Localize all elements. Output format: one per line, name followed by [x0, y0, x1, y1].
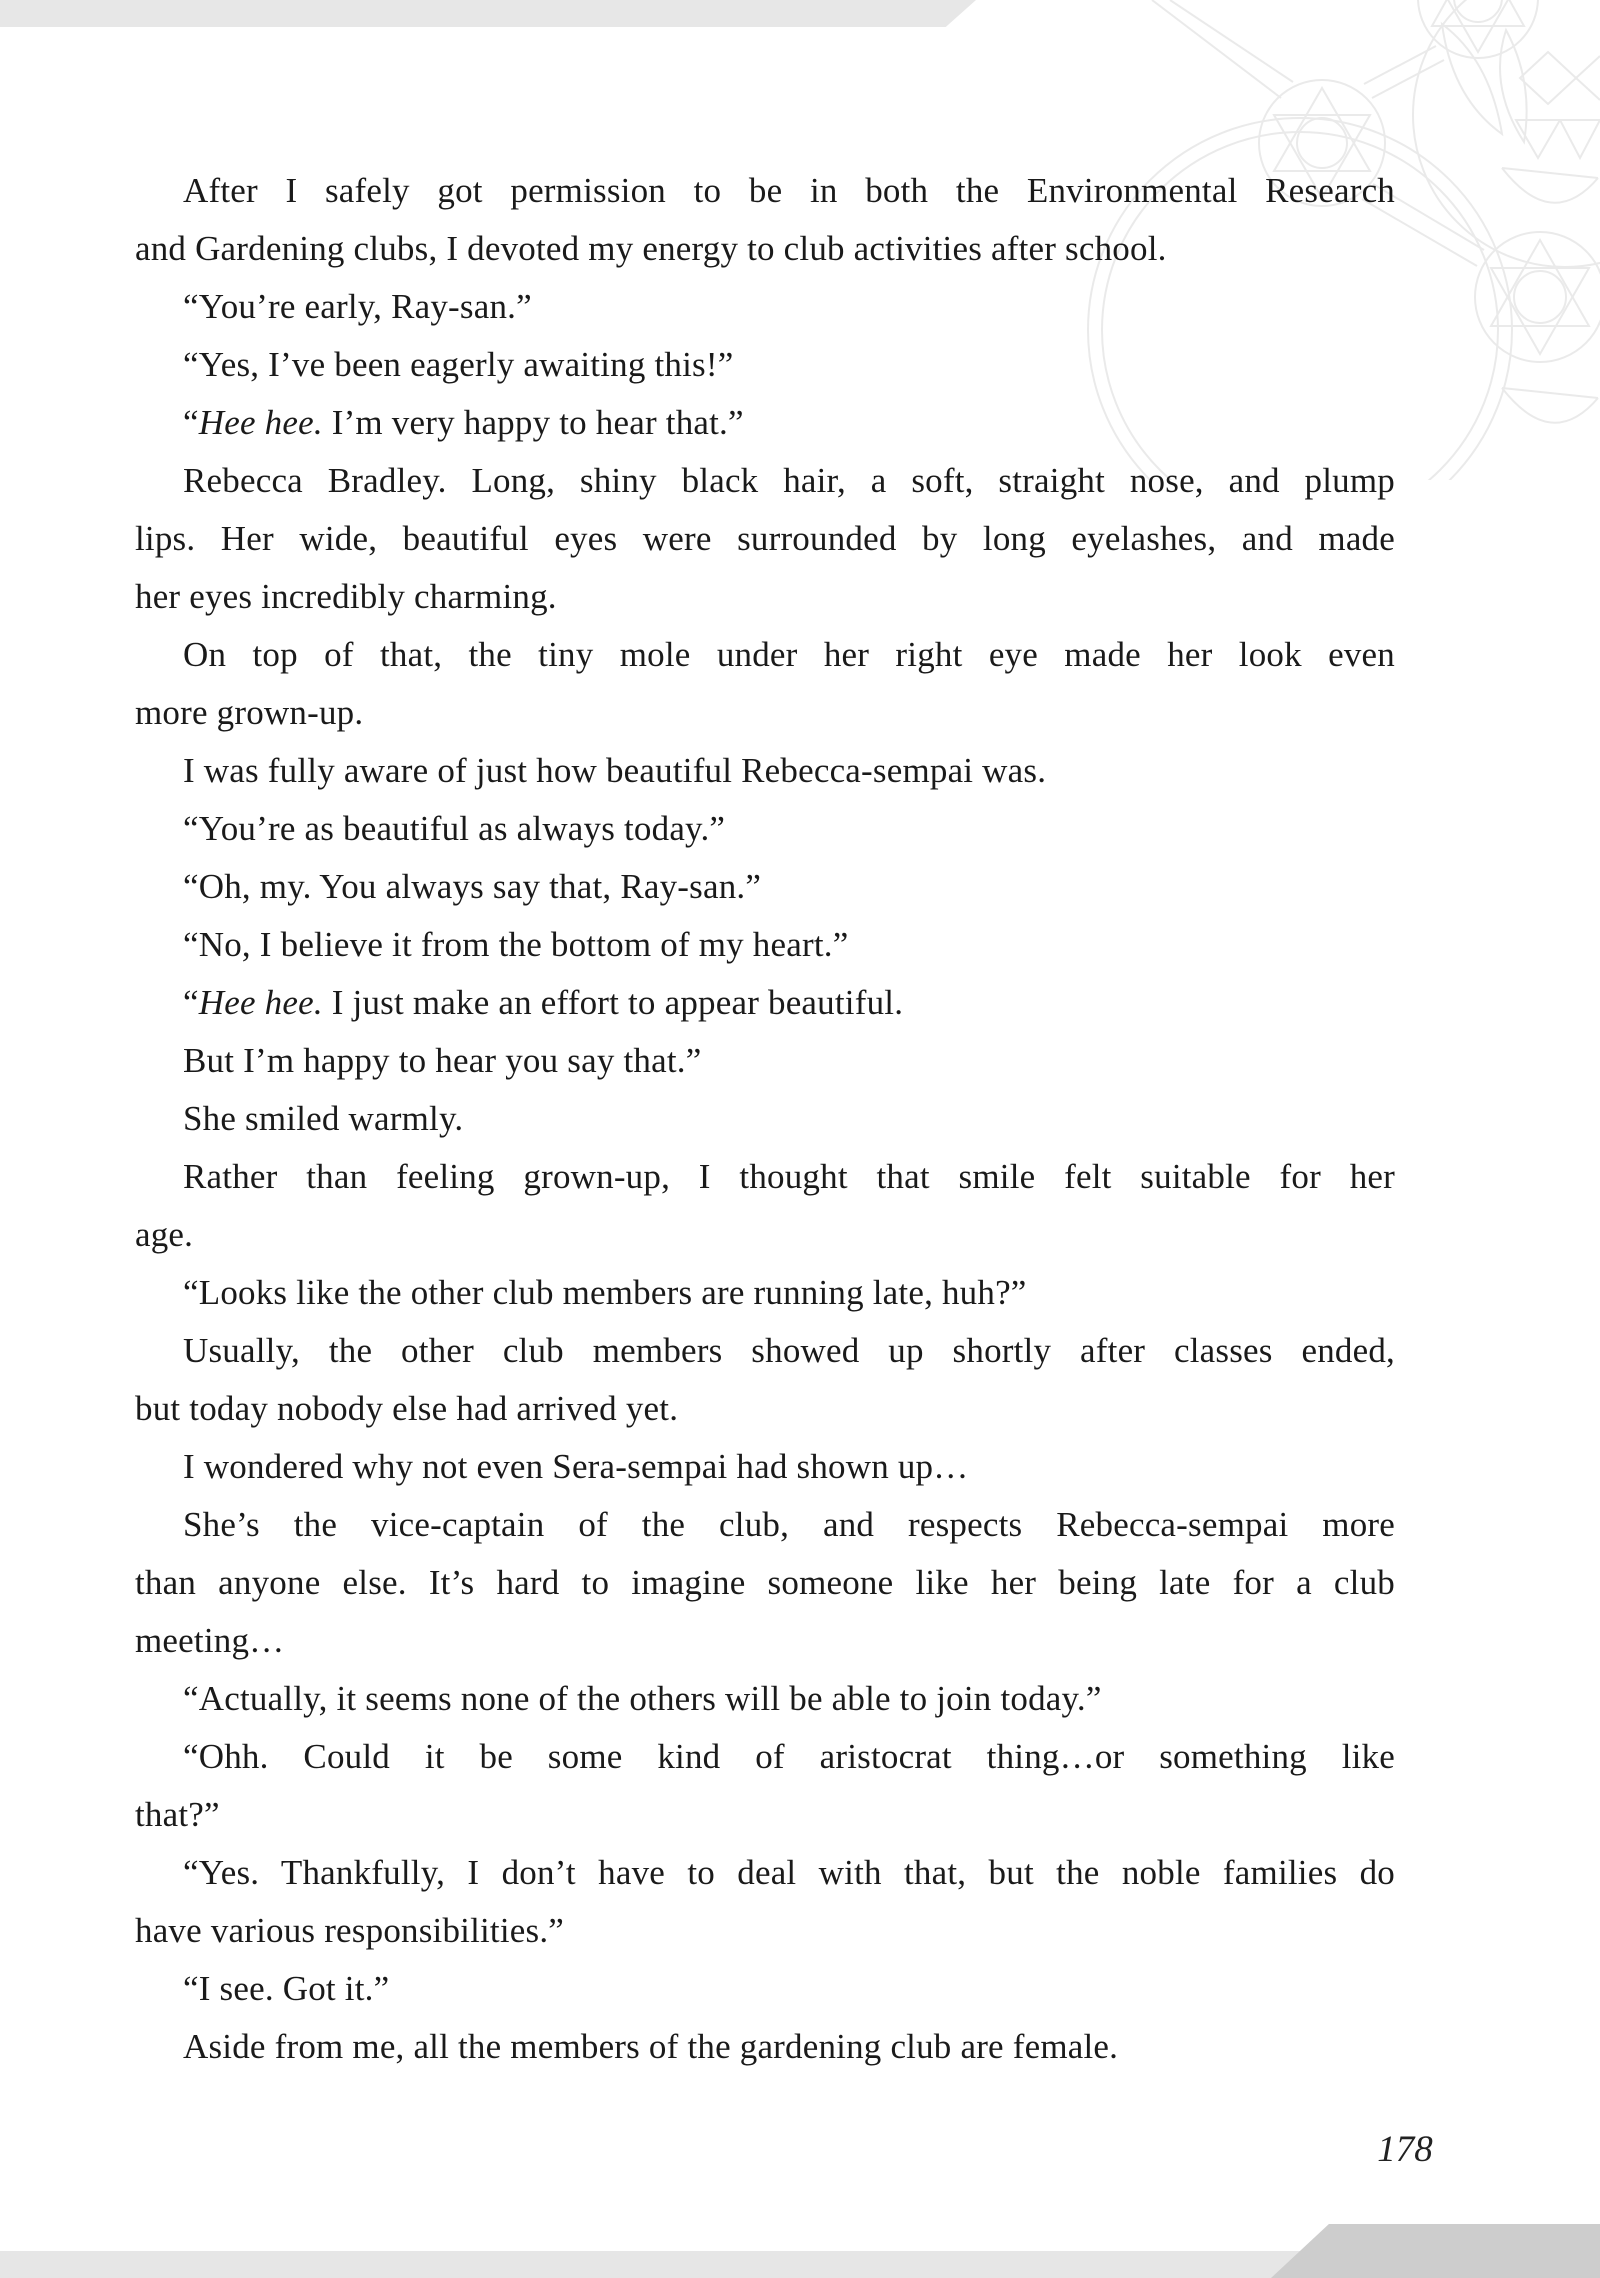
- text-segment: “Ohh. Could it be some kind of aristocrat thing…or something like: [183, 1737, 1395, 1776]
- italic-text-segment: Hee hee.: [198, 403, 323, 442]
- text-line: [135, 1554, 1395, 1612]
- text-segment: have various responsibilities.”: [135, 1911, 565, 1950]
- text-line: [135, 278, 1395, 336]
- text-line: [135, 916, 1395, 974]
- text-segment: “: [183, 403, 199, 442]
- text-segment: and Gardening clubs, I devoted my energy to club activities after school.: [135, 229, 1167, 268]
- text-line: [135, 1670, 1395, 1728]
- text-segment: Rather than feeling grown-up, I thought that smile felt suitable for her: [183, 1157, 1395, 1196]
- text-line: [135, 336, 1395, 394]
- text-segment: “Oh, my. You always say that, Ray-san.”: [183, 867, 762, 906]
- text-line: [135, 1032, 1395, 1090]
- text-segment: Aside from me, all the members of the gardening club are female.: [183, 2027, 1119, 2066]
- text-segment: Usually, the other club members showed up shortly after classes ended,: [183, 1331, 1395, 1370]
- text-line: [135, 1612, 1395, 1670]
- text-line: [135, 1728, 1395, 1786]
- text-line: [135, 1148, 1395, 1206]
- text-line: [135, 394, 1395, 452]
- text-segment: I was fully aware of just how beautiful Rebecca-sempai was.: [183, 751, 1047, 790]
- text-line: [135, 858, 1395, 916]
- text-segment: But I’m happy to hear you say that.”: [183, 1041, 702, 1080]
- text-segment: I just make an effort to appear beautiful.: [322, 983, 904, 1022]
- text-segment: “Actually, it seems none of the others will be able to join today.”: [183, 1679, 1102, 1718]
- text-segment: “You’re as beautiful as always today.”: [183, 809, 726, 848]
- bottom-corner-shape: [1271, 2224, 1600, 2278]
- text-segment: but today nobody else had arrived yet.: [135, 1389, 679, 1428]
- text-line: [135, 742, 1395, 800]
- text-line: [135, 800, 1395, 858]
- text-line: [135, 1322, 1395, 1380]
- text-line: [135, 1960, 1395, 2018]
- text-line: [135, 1844, 1395, 1902]
- italic-text-segment: Hee hee.: [198, 983, 323, 1022]
- text-segment: She’s the vice-captain of the club, and respects Rebecca-sempai more: [183, 1505, 1395, 1544]
- text-line: [135, 1090, 1395, 1148]
- text-line: [135, 510, 1395, 568]
- text-segment: meeting…: [135, 1621, 285, 1660]
- body-text: [135, 162, 1395, 2076]
- text-segment: that?”: [135, 1795, 220, 1834]
- text-segment: lips. Her wide, beautiful eyes were surrounded by long eyelashes, and made: [135, 519, 1395, 558]
- text-line: [135, 974, 1395, 1032]
- text-line: [135, 684, 1395, 742]
- text-line: [135, 626, 1395, 684]
- text-line: [135, 1496, 1395, 1554]
- text-segment: age.: [135, 1215, 194, 1254]
- text-line: [135, 1380, 1395, 1438]
- text-line: [135, 220, 1395, 278]
- text-segment: I’m very happy to hear that.”: [322, 403, 744, 442]
- text-segment: “No, I believe it from the bottom of my heart.”: [183, 925, 849, 964]
- text-line: [135, 1902, 1395, 1960]
- text-line: [135, 2018, 1395, 2076]
- text-segment: her eyes incredibly charming.: [135, 577, 557, 616]
- text-segment: After I safely got permission to be in both the Environmental Research: [183, 171, 1395, 210]
- text-segment: “Yes, I’ve been eagerly awaiting this!”: [183, 345, 734, 384]
- text-segment: “You’re early, Ray-san.”: [183, 287, 532, 326]
- text-line: [135, 1438, 1395, 1496]
- text-segment: “: [183, 983, 199, 1022]
- text-segment: “I see. Got it.”: [183, 1969, 390, 2008]
- text-segment: On top of that, the tiny mole under her right eye made her look even: [183, 635, 1395, 674]
- text-line: [135, 1264, 1395, 1322]
- text-line: [135, 1206, 1395, 1264]
- top-gray-band: [0, 0, 976, 27]
- page-number: 178: [1377, 2129, 1433, 2170]
- text-segment: more grown-up.: [135, 693, 364, 732]
- text-segment: than anyone else. It’s hard to imagine someone like her being late for a club: [135, 1563, 1395, 1602]
- text-line: [135, 452, 1395, 510]
- text-line: [135, 162, 1395, 220]
- text-line: [135, 1786, 1395, 1844]
- text-segment: “Yes. Thankfully, I don’t have to deal with that, but the noble families do: [183, 1853, 1395, 1892]
- text-segment: I wondered why not even Sera-sempai had shown up…: [183, 1447, 969, 1486]
- text-segment: She smiled warmly.: [183, 1099, 464, 1138]
- text-segment: Rebecca Bradley. Long, shiny black hair, a soft, straight nose, and plump: [183, 461, 1395, 500]
- text-line: [135, 568, 1395, 626]
- text-segment: “Looks like the other club members are running late, huh?”: [183, 1273, 1027, 1312]
